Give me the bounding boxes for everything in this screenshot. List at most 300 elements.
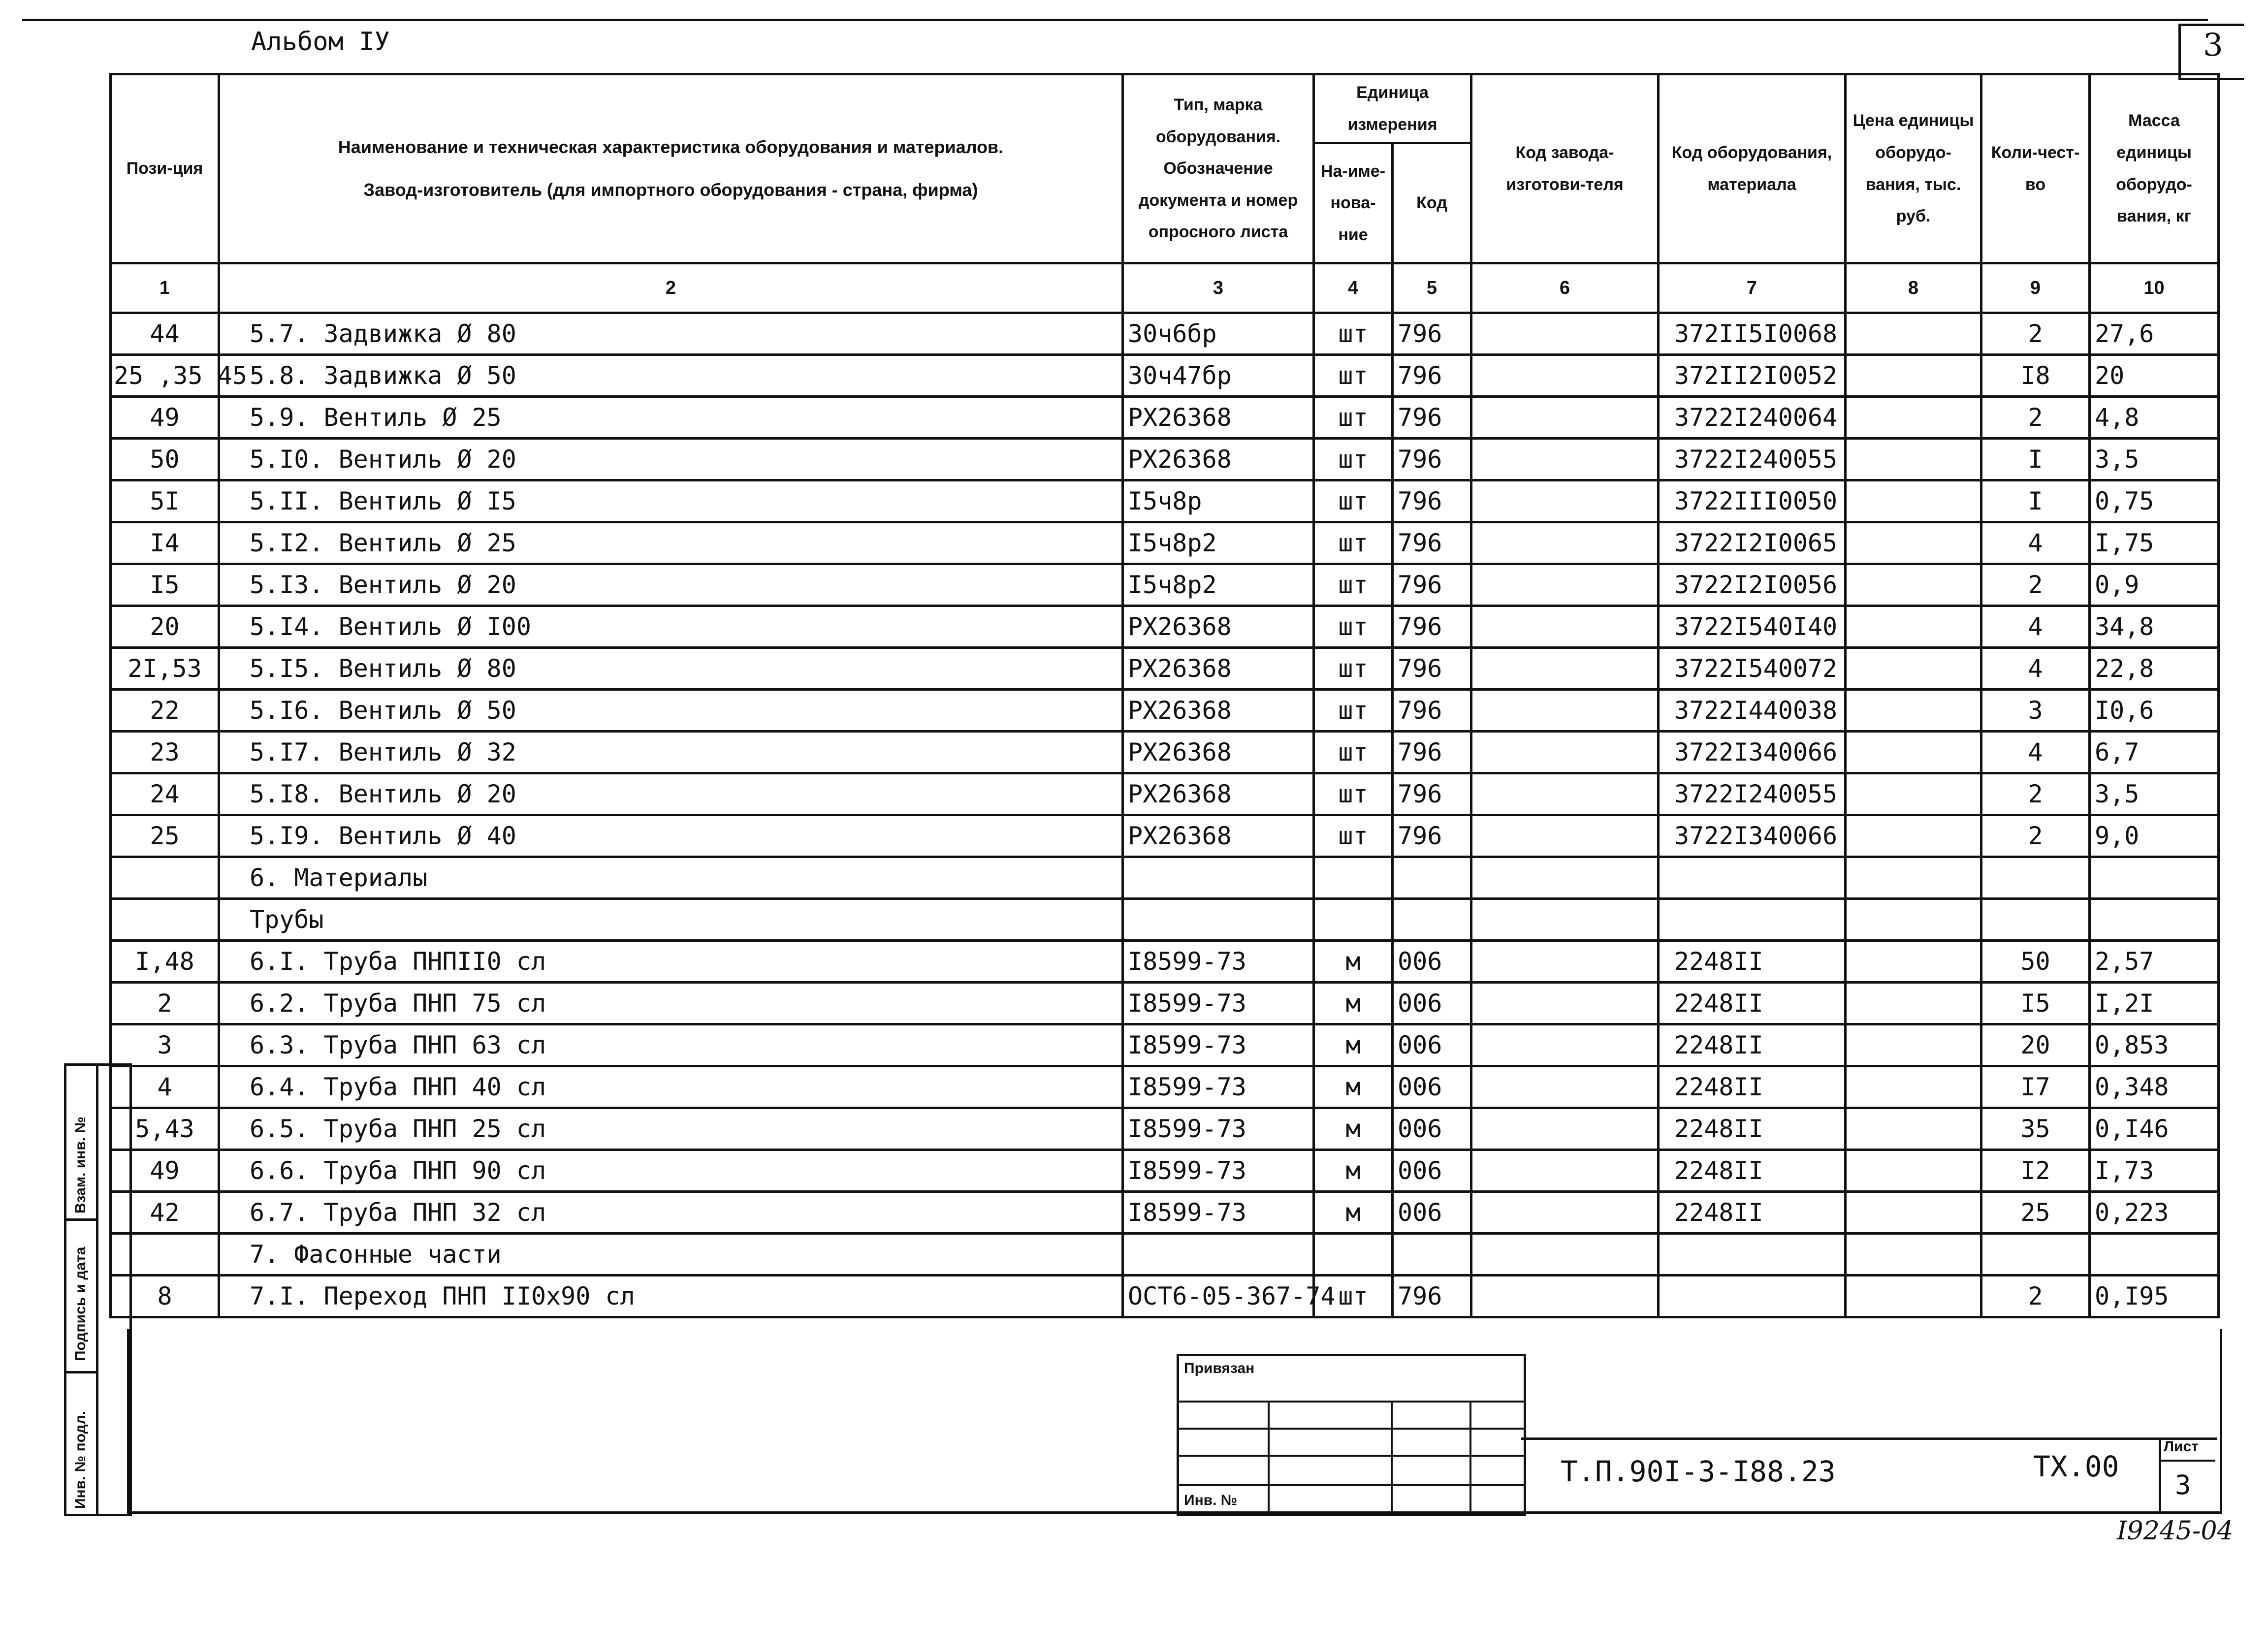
cell-unit: м	[1314, 941, 1393, 983]
table-row	[111, 732, 2219, 773]
cell-name: Трубы	[219, 899, 1123, 941]
cell-position: 5I	[111, 480, 219, 522]
cell-type: I8599-73	[1123, 1192, 1314, 1234]
cell-position	[111, 857, 219, 899]
cell-mass: 0,I46	[2090, 1108, 2219, 1150]
table-row	[111, 564, 2219, 606]
cell-unit: шт	[1314, 732, 1393, 773]
cell-name: 6.2. Труба ПНП 75 сл	[219, 983, 1123, 1024]
col-header-unit-group: Единица измерения	[1314, 74, 1471, 143]
cell-mass: 34,8	[2090, 606, 2219, 648]
cell-type: РХ26368	[1123, 732, 1314, 773]
cell-price	[1846, 1276, 1981, 1317]
cell-mass: I,2I	[2090, 983, 2219, 1024]
cell-name: 5.II. Вентиль Ø I5	[219, 480, 1123, 522]
cell-mass: 22,8	[2090, 648, 2219, 690]
cell-name: 5.9. Вентиль Ø 25	[219, 397, 1123, 439]
cell-unit-code: 006	[1393, 941, 1471, 983]
cell-equip-code	[1659, 1276, 1846, 1317]
stamp-vline	[1268, 1401, 1270, 1514]
cell-unit-code: 796	[1393, 313, 1471, 355]
page-corner-number: 3	[2203, 27, 2223, 64]
col-header-name-line2: Завод-изготовитель (для импортного оборудования - страна, фирма)	[363, 179, 978, 200]
cell-mass: 0,9	[2090, 564, 2219, 606]
cell-factory-code	[1471, 439, 1659, 480]
cell-price	[1846, 397, 1981, 439]
stamp-privyazan: Привязан	[1184, 1360, 1255, 1376]
column-number: 9	[1981, 263, 2090, 313]
table-row	[111, 1276, 2219, 1317]
column-number: 2	[219, 263, 1123, 313]
cell-mass: I,73	[2090, 1150, 2219, 1192]
cell-qty: I7	[1981, 1066, 2090, 1108]
stamp-vline	[1469, 1401, 1471, 1514]
cell-unit: шт	[1314, 564, 1393, 606]
stamp-line	[1179, 1484, 1524, 1486]
cell-mass: 0,I95	[2090, 1276, 2219, 1317]
cell-type: РХ26368	[1123, 773, 1314, 815]
cell-equip-code: 3722I540072	[1659, 648, 1846, 690]
filing-strip	[64, 1063, 132, 1516]
cell-name: 6.4. Труба ПНП 40 сл	[219, 1066, 1123, 1108]
cell-position: I5	[111, 564, 219, 606]
cell-unit-code: 006	[1393, 1192, 1471, 1234]
cell-factory-code	[1471, 1066, 1659, 1108]
cell-mass: 0,853	[2090, 1024, 2219, 1066]
cell-unit: м	[1314, 1066, 1393, 1108]
cell-factory-code	[1471, 1234, 1659, 1276]
cell-position	[111, 899, 219, 941]
cell-position: 42	[111, 1192, 219, 1234]
cell-equip-code	[1659, 1234, 1846, 1276]
cell-unit: шт	[1314, 355, 1393, 397]
cell-name: 5.I8. Вентиль Ø 20	[219, 773, 1123, 815]
cell-equip-code: 372II2I0052	[1659, 355, 1846, 397]
cell-qty: I8	[1981, 355, 2090, 397]
cell-unit-code: 796	[1393, 355, 1471, 397]
cell-factory-code	[1471, 564, 1659, 606]
cell-mass	[2090, 857, 2219, 899]
cell-position: 50	[111, 439, 219, 480]
column-number: 7	[1659, 263, 1846, 313]
cell-mass: 9,0	[2090, 815, 2219, 857]
cell-type: I8599-73	[1123, 1108, 1314, 1150]
stamp-line	[1179, 1428, 1524, 1430]
cell-qty: 35	[1981, 1108, 2090, 1150]
cell-position: 22	[111, 690, 219, 732]
cell-type: РХ26368	[1123, 690, 1314, 732]
cell-price	[1846, 522, 1981, 564]
cell-equip-code: 3722I440038	[1659, 690, 1846, 732]
cell-mass: 3,5	[2090, 439, 2219, 480]
cell-type: I8599-73	[1123, 1024, 1314, 1066]
cell-equip-code: 2248II	[1659, 1108, 1846, 1150]
cell-factory-code	[1471, 983, 1659, 1024]
cell-mass: 0,75	[2090, 480, 2219, 522]
cell-type: РХ26368	[1123, 439, 1314, 480]
cell-unit-code: 796	[1393, 480, 1471, 522]
cell-name: 5.I3. Вентиль Ø 20	[219, 564, 1123, 606]
cell-factory-code	[1471, 355, 1659, 397]
cell-price	[1846, 1024, 1981, 1066]
cell-factory-code	[1471, 1192, 1659, 1234]
cell-qty: 2	[1981, 815, 2090, 857]
table-row	[111, 941, 2219, 983]
sheet-number: 3	[2175, 1469, 2191, 1500]
table-row	[111, 1024, 2219, 1066]
cell-type: 30ч47бр	[1123, 355, 1314, 397]
cell-type	[1123, 857, 1314, 899]
cell-mass: 0,348	[2090, 1066, 2219, 1108]
album-label: Альбом IУ	[251, 27, 390, 57]
cell-unit-code: 796	[1393, 564, 1471, 606]
strip-label-vzam: Взам. инв. №	[72, 1117, 89, 1213]
table-row	[111, 690, 2219, 732]
cell-price	[1846, 732, 1981, 773]
cell-position: 4	[111, 1066, 219, 1108]
cell-qty: 25	[1981, 1192, 2090, 1234]
cell-qty: 3	[1981, 690, 2090, 732]
col-header-equip-code: Код оборудования, материала	[1659, 74, 1846, 263]
cell-unit: шт	[1314, 815, 1393, 857]
cell-qty: 2	[1981, 1276, 2090, 1317]
cell-price	[1846, 1192, 1981, 1234]
cell-unit: м	[1314, 1192, 1393, 1234]
cell-type: I8599-73	[1123, 1066, 1314, 1108]
cell-equip-code: 3722I240064	[1659, 397, 1846, 439]
cell-type: 30ч6бр	[1123, 313, 1314, 355]
cell-equip-code: 2248II	[1659, 1024, 1846, 1066]
cell-equip-code: 2248II	[1659, 1192, 1846, 1234]
table-row	[111, 1150, 2219, 1192]
cell-position: 2	[111, 983, 219, 1024]
table-row	[111, 983, 2219, 1024]
cell-name: 5.I5. Вентиль Ø 80	[219, 648, 1123, 690]
cell-unit: шт	[1314, 648, 1393, 690]
cell-type: I8599-73	[1123, 983, 1314, 1024]
column-number: 5	[1393, 263, 1471, 313]
cell-name: 5.I4. Вентиль Ø I00	[219, 606, 1123, 648]
cell-equip-code: 372II5I0068	[1659, 313, 1846, 355]
cell-position: I,48	[111, 941, 219, 983]
cell-name: 5.I9. Вентиль Ø 40	[219, 815, 1123, 857]
cell-name: 5.I6. Вентиль Ø 50	[219, 690, 1123, 732]
table-row	[111, 857, 2219, 899]
table-row	[111, 397, 2219, 439]
column-number: 3	[1123, 263, 1314, 313]
strip-row-divider	[66, 1218, 96, 1221]
cell-position: 49	[111, 1150, 219, 1192]
cell-factory-code	[1471, 690, 1659, 732]
cell-mass: 2,57	[2090, 941, 2219, 983]
cell-equip-code: 3722I2I0056	[1659, 564, 1846, 606]
cell-unit-code	[1393, 1234, 1471, 1276]
cell-unit-code: 796	[1393, 1276, 1471, 1317]
cell-unit	[1314, 857, 1393, 899]
cell-price	[1846, 564, 1981, 606]
cell-unit-code: 796	[1393, 606, 1471, 648]
cell-mass: 3,5	[2090, 773, 2219, 815]
specification-table	[109, 73, 2220, 1318]
cell-position: 3	[111, 1024, 219, 1066]
strip-label-inv-podl: Инв. № подл.	[72, 1410, 89, 1509]
cell-factory-code	[1471, 480, 1659, 522]
table-row	[111, 815, 2219, 857]
cell-name: 5.I2. Вентиль Ø 25	[219, 522, 1123, 564]
table-row	[111, 1108, 2219, 1150]
binding-stamp	[1177, 1354, 1526, 1516]
cell-price	[1846, 439, 1981, 480]
cell-equip-code: 2248II	[1659, 1066, 1846, 1108]
cell-equip-code: 2248II	[1659, 941, 1846, 983]
cell-unit: шт	[1314, 773, 1393, 815]
cell-name: 6.3. Труба ПНП 63 сл	[219, 1024, 1123, 1066]
cell-price	[1846, 773, 1981, 815]
cell-unit: м	[1314, 1150, 1393, 1192]
cell-position: 44	[111, 313, 219, 355]
col-header-name	[219, 74, 1123, 263]
top-rule	[22, 19, 2208, 21]
table-row	[111, 439, 2219, 480]
cell-qty: I5	[1981, 983, 2090, 1024]
cell-qty: 2	[1981, 564, 2090, 606]
cell-unit: шт	[1314, 522, 1393, 564]
cell-price	[1846, 648, 1981, 690]
column-number: 4	[1314, 263, 1393, 313]
cell-factory-code	[1471, 732, 1659, 773]
table-row	[111, 648, 2219, 690]
cell-position: 49	[111, 397, 219, 439]
cell-type: РХ26368	[1123, 606, 1314, 648]
cell-price	[1846, 1150, 1981, 1192]
cell-price	[1846, 1108, 1981, 1150]
cell-unit: м	[1314, 983, 1393, 1024]
cell-factory-code	[1471, 857, 1659, 899]
cell-factory-code	[1471, 1150, 1659, 1192]
col-header-mass: Масса единицы оборудо-вания, кг	[2090, 74, 2219, 263]
strip-label-podpis: Подпись и дата	[72, 1246, 89, 1361]
strip-column-divider	[96, 1066, 98, 1514]
cell-qty: 2	[1981, 773, 2090, 815]
cell-unit-code: 796	[1393, 690, 1471, 732]
cell-unit	[1314, 899, 1393, 941]
cell-name: 5.I7. Вентиль Ø 32	[219, 732, 1123, 773]
cell-name: 6. Материалы	[219, 857, 1123, 899]
cell-factory-code	[1471, 313, 1659, 355]
cell-type: РХ26368	[1123, 815, 1314, 857]
tx-code: ТХ.00	[2033, 1450, 2119, 1483]
cell-factory-code	[1471, 773, 1659, 815]
cell-unit-code: 796	[1393, 732, 1471, 773]
cell-name: 6.7. Труба ПНП 32 сл	[219, 1192, 1123, 1234]
cell-unit-code: 796	[1393, 648, 1471, 690]
cell-unit-code: 796	[1393, 439, 1471, 480]
cell-mass	[2090, 899, 2219, 941]
cell-position: 8	[111, 1276, 219, 1317]
cell-unit-code: 796	[1393, 815, 1471, 857]
cell-unit-code: 796	[1393, 773, 1471, 815]
cell-type: I8599-73	[1123, 941, 1314, 983]
cell-equip-code: 3722I2I0065	[1659, 522, 1846, 564]
cell-equip-code: 3722III0050	[1659, 480, 1846, 522]
table-row	[111, 606, 2219, 648]
cell-qty	[1981, 857, 2090, 899]
col-header-type: Тип, марка оборудования. Обозначение документа и номер опросного листа	[1123, 74, 1314, 263]
cell-type: РХ26368	[1123, 397, 1314, 439]
cell-qty: I2	[1981, 1150, 2090, 1192]
cell-price	[1846, 857, 1981, 899]
table-row	[111, 355, 2219, 397]
strip-row-divider	[66, 1371, 96, 1373]
cell-mass	[2090, 1234, 2219, 1276]
cell-type: ОСТ6-05-367-74	[1123, 1276, 1314, 1317]
table-row	[111, 1066, 2219, 1108]
cell-unit: шт	[1314, 1276, 1393, 1317]
document-code: Т.П.90I-3-I88.23	[1561, 1455, 1836, 1488]
cell-unit-code: 006	[1393, 983, 1471, 1024]
cell-factory-code	[1471, 941, 1659, 983]
cell-unit-code: 796	[1393, 397, 1471, 439]
cell-type: I5ч8р	[1123, 480, 1314, 522]
cell-equip-code: 3722I540I40	[1659, 606, 1846, 648]
cell-qty: 4	[1981, 522, 2090, 564]
cell-qty: 4	[1981, 606, 2090, 648]
col-header-factory-code: Код завода-изготови-теля	[1471, 74, 1659, 263]
cell-unit: шт	[1314, 480, 1393, 522]
cell-price	[1846, 1234, 1981, 1276]
cell-unit: шт	[1314, 690, 1393, 732]
cell-unit-code: 796	[1393, 522, 1471, 564]
cell-equip-code: 3722I240055	[1659, 439, 1846, 480]
cell-qty	[1981, 1234, 2090, 1276]
cell-factory-code	[1471, 522, 1659, 564]
cell-unit: шт	[1314, 313, 1393, 355]
cell-unit-code	[1393, 857, 1471, 899]
stamp-line	[1179, 1401, 1524, 1403]
cell-qty: 50	[1981, 941, 2090, 983]
cell-position: 2I,53	[111, 648, 219, 690]
column-number: 8	[1846, 263, 1981, 313]
cell-equip-code: 2248II	[1659, 1150, 1846, 1192]
cell-unit: шт	[1314, 606, 1393, 648]
cell-position: 25 ,35 45	[111, 355, 219, 397]
cell-price	[1846, 815, 1981, 857]
cell-type	[1123, 1234, 1314, 1276]
cell-equip-code	[1659, 857, 1846, 899]
cell-position: 24	[111, 773, 219, 815]
table-row	[111, 773, 2219, 815]
cell-unit: шт	[1314, 397, 1393, 439]
table-row	[111, 1234, 2219, 1276]
cell-position: I4	[111, 522, 219, 564]
cell-mass: 20	[2090, 355, 2219, 397]
cell-unit-code: 006	[1393, 1108, 1471, 1150]
cell-unit: м	[1314, 1108, 1393, 1150]
cell-price	[1846, 983, 1981, 1024]
cell-mass: 4,8	[2090, 397, 2219, 439]
cell-mass: I0,6	[2090, 690, 2219, 732]
cell-factory-code	[1471, 606, 1659, 648]
cell-type: I5ч8р2	[1123, 564, 1314, 606]
stamp-vline	[1391, 1401, 1393, 1514]
archive-number: I9245-04	[2117, 1516, 2234, 1546]
cell-mass: I,75	[2090, 522, 2219, 564]
cell-mass: 0,223	[2090, 1192, 2219, 1234]
cell-unit: шт	[1314, 439, 1393, 480]
table-row	[111, 899, 2219, 941]
cell-type: I5ч8р2	[1123, 522, 1314, 564]
cell-qty: 2	[1981, 397, 2090, 439]
cell-name: 5.I0. Вентиль Ø 20	[219, 439, 1123, 480]
table-row	[111, 480, 2219, 522]
cell-type: РХ26368	[1123, 648, 1314, 690]
cell-price	[1846, 1066, 1981, 1108]
cell-qty: 2	[1981, 313, 2090, 355]
cell-position: 5,43	[111, 1108, 219, 1150]
col-header-qty: Коли-чест-во	[1981, 74, 2090, 263]
table-row	[111, 313, 2219, 355]
col-header-position: Пози-ция	[111, 74, 219, 263]
col-header-unit-name: На-име-нова-ние	[1314, 143, 1393, 263]
cell-name: 6.5. Труба ПНП 25 сл	[219, 1108, 1123, 1150]
cell-qty: 4	[1981, 648, 2090, 690]
cell-price	[1846, 941, 1981, 983]
col-header-price: Цена единицы оборудо-вания, тыс. руб.	[1846, 74, 1981, 263]
cell-name: 7. Фасонные части	[219, 1234, 1123, 1276]
column-number: 1	[111, 263, 219, 313]
cell-qty: 4	[1981, 732, 2090, 773]
cell-unit	[1314, 1234, 1393, 1276]
cell-factory-code	[1471, 648, 1659, 690]
cell-factory-code	[1471, 1108, 1659, 1150]
cell-price	[1846, 606, 1981, 648]
cell-factory-code	[1471, 899, 1659, 941]
cell-name: 5.7. Задвижка Ø 80	[219, 313, 1123, 355]
column-number: 6	[1471, 263, 1659, 313]
cell-unit-code	[1393, 899, 1471, 941]
cell-equip-code: 3722I340066	[1659, 815, 1846, 857]
cell-factory-code	[1471, 397, 1659, 439]
sheet-divider	[2159, 1460, 2215, 1462]
cell-unit: м	[1314, 1024, 1393, 1066]
cell-equip-code: 3722I240055	[1659, 773, 1846, 815]
cell-equip-code	[1659, 899, 1846, 941]
column-number-row	[111, 263, 2219, 313]
col-header-unit-code: Код	[1393, 143, 1471, 263]
col-header-name-line1: Наименование и техническая характеристика оборудования и материалов.	[338, 137, 1004, 158]
cell-type	[1123, 899, 1314, 941]
cell-price	[1846, 899, 1981, 941]
cell-qty: 20	[1981, 1024, 2090, 1066]
table-row	[111, 1192, 2219, 1234]
cell-unit-code: 006	[1393, 1066, 1471, 1108]
cell-price	[1846, 690, 1981, 732]
cell-position: 20	[111, 606, 219, 648]
cell-name: 6.I. Труба ПНПII0 сл	[219, 941, 1123, 983]
cell-price	[1846, 355, 1981, 397]
cell-qty	[1981, 899, 2090, 941]
cell-unit-code: 006	[1393, 1024, 1471, 1066]
cell-position: 23	[111, 732, 219, 773]
cell-factory-code	[1471, 1276, 1659, 1317]
cell-qty: I	[1981, 480, 2090, 522]
cell-price	[1846, 313, 1981, 355]
cell-qty: I	[1981, 439, 2090, 480]
cell-mass: 27,6	[2090, 313, 2219, 355]
cell-position: 25	[111, 815, 219, 857]
cell-equip-code: 2248II	[1659, 983, 1846, 1024]
cell-type: I8599-73	[1123, 1150, 1314, 1192]
